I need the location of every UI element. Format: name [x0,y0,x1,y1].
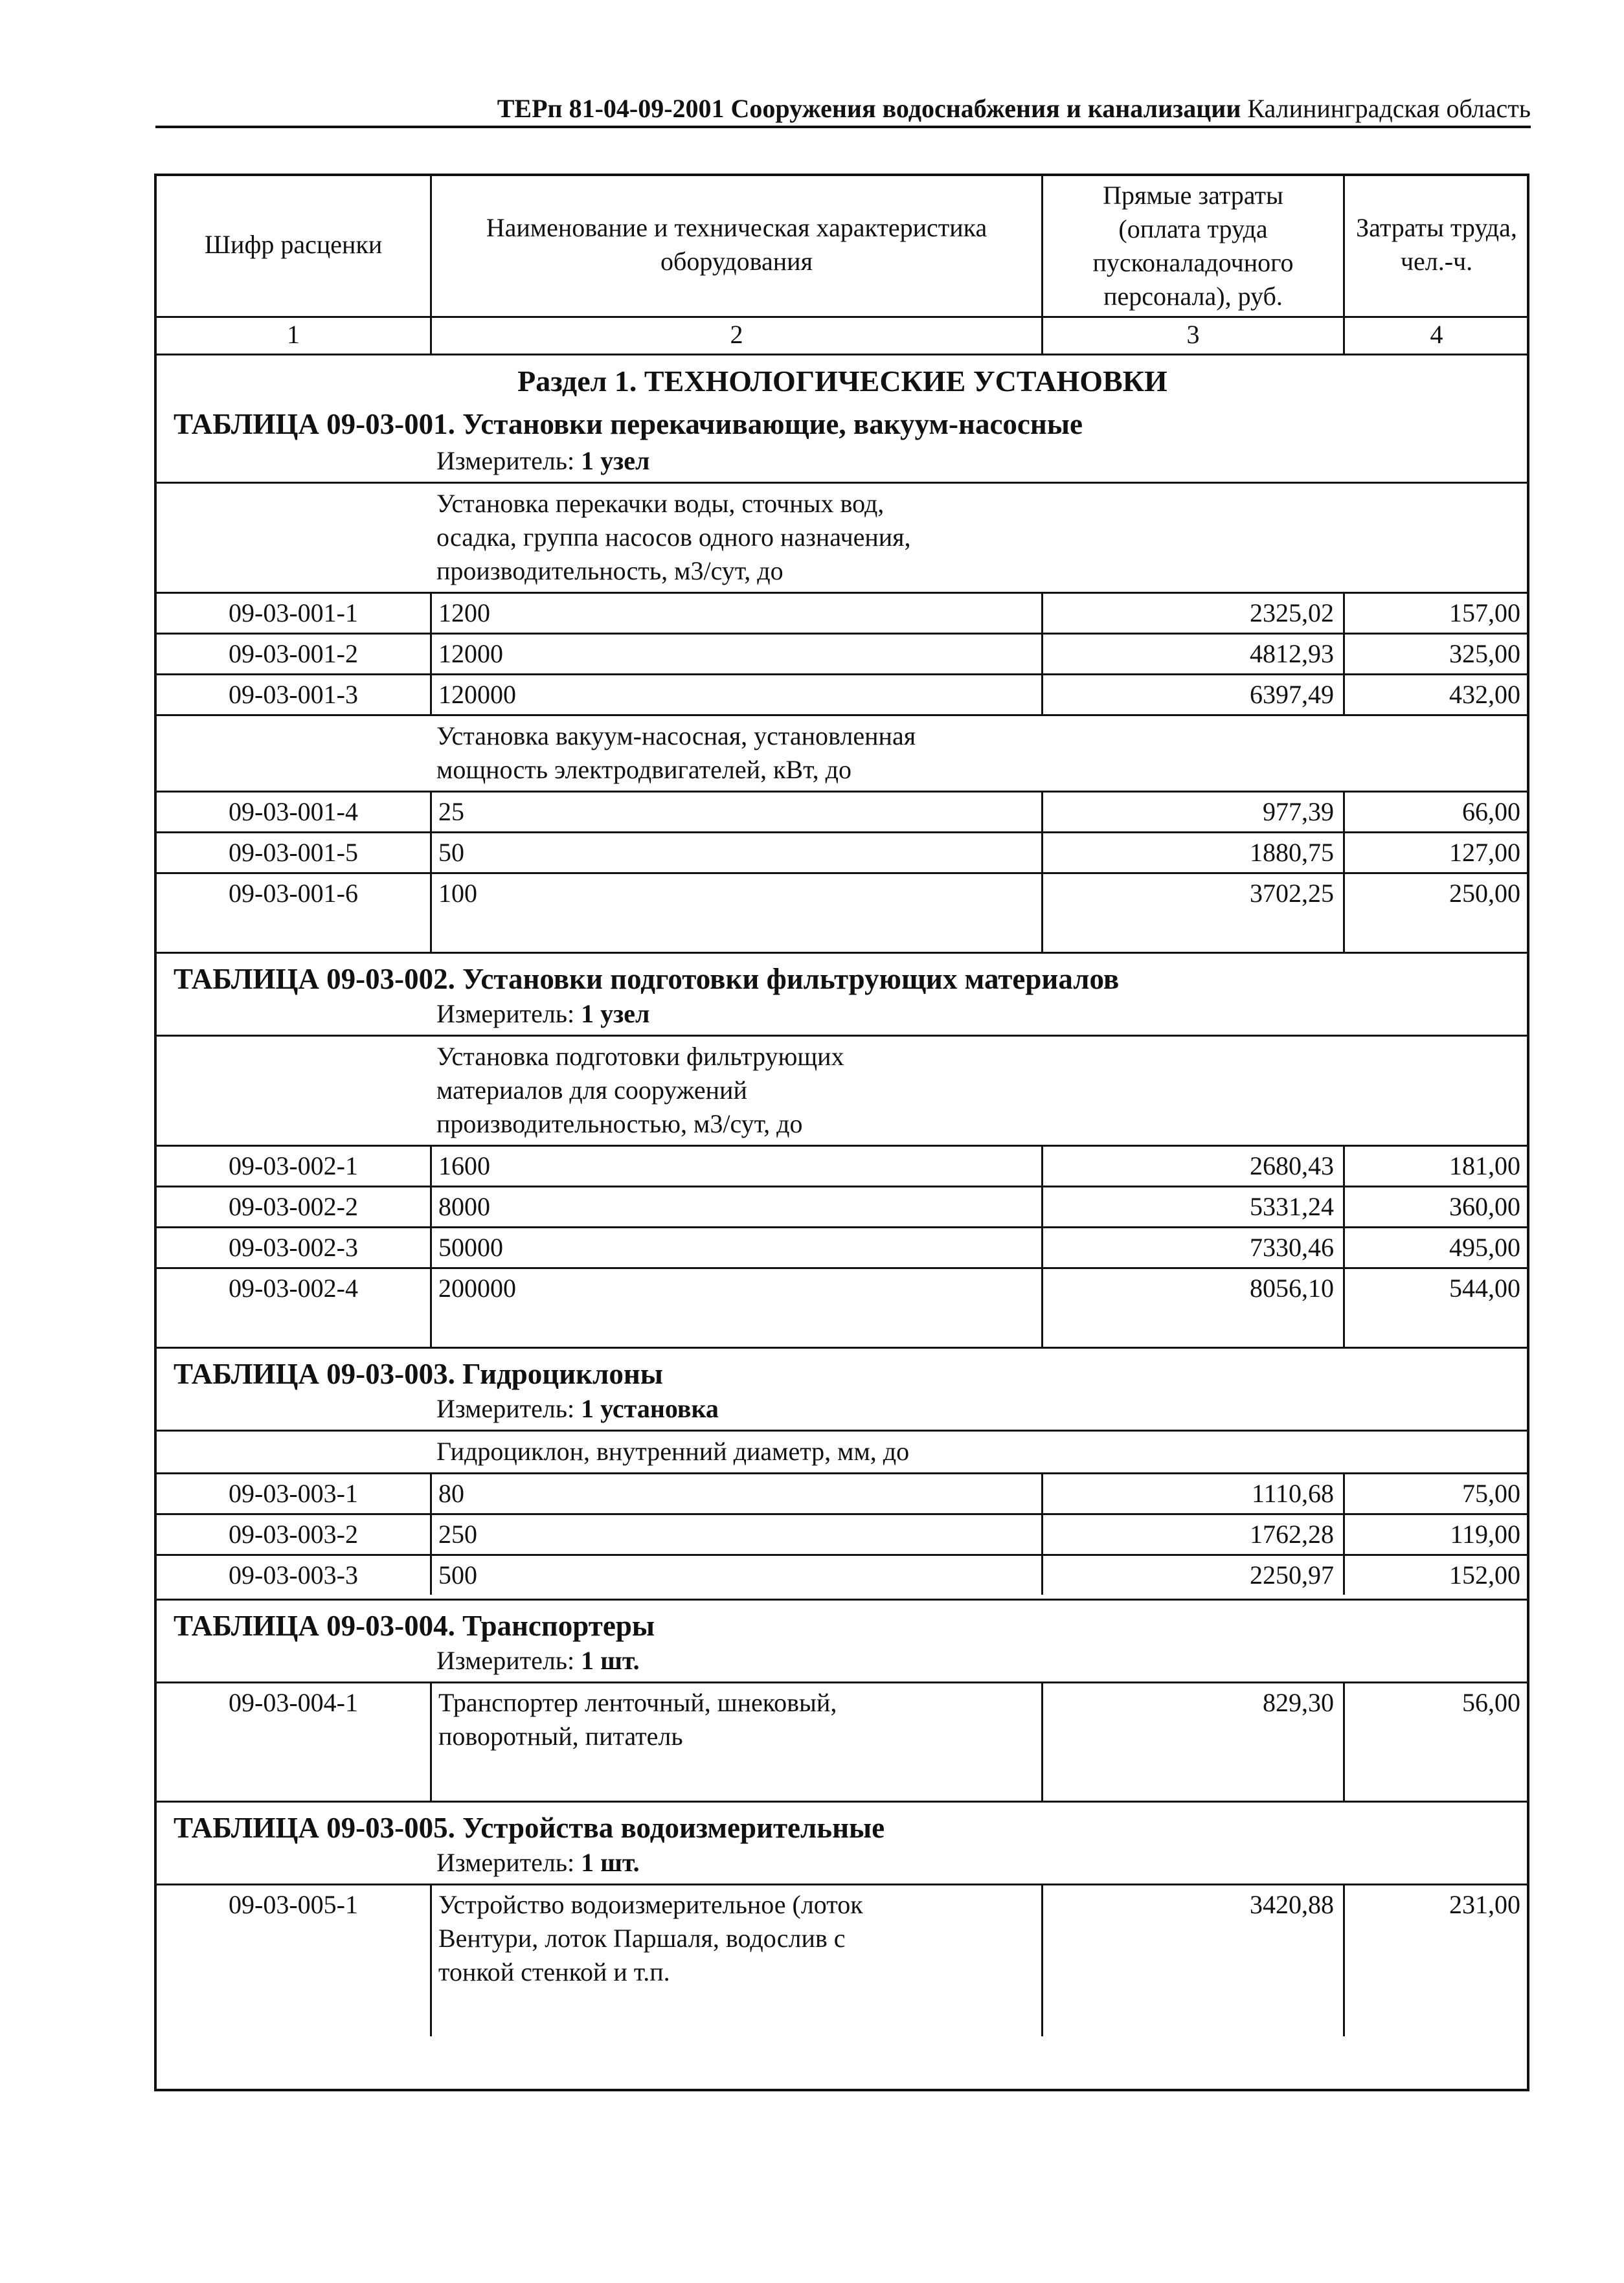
table-meter [430,1643,1041,1681]
rate-cost: 2680,43 [1041,1145,1343,1186]
col-number-1: 1 [157,316,430,354]
col3-label-line3: пусконаладочного [1092,248,1294,277]
section-title: Раздел 1. ТЕХНОЛОГИЧЕСКИЕ УСТАНОВКИ [157,354,1528,399]
meter-value: 1 установка [581,1394,719,1423]
col3-label-line2: (оплата труда [1118,214,1268,243]
rate-name: 12000 [430,633,1041,673]
group-description-line: осадка, группа насосов одного назначения, [436,523,911,552]
rate-code: 09-03-003-2 [157,1513,430,1554]
region: Калининградская область [1247,94,1531,123]
rate-labor: 75,00 [1343,1472,1528,1513]
group-description-line: производительностью, м3/сут, до [436,1109,803,1138]
rate-labor: 127,00 [1343,831,1528,872]
rate-name-line: Устройство водоизмерительное (лоток [438,1890,863,1919]
rate-labor: 544,00 [1343,1267,1528,1347]
rate-cost: 3420,88 [1041,1884,1343,2036]
group-description-line: Установка перекачки воды, сточных вод, [436,489,885,518]
rate-code: 09-03-002-1 [157,1145,430,1186]
rate-name: 250 [430,1513,1041,1554]
rate-code: 09-03-002-4 [157,1267,430,1347]
rate-name: 500 [430,1554,1041,1595]
rate-code: 09-03-005-1 [157,1884,430,2036]
group-description-line: мощность электродвигателей, кВт, до [436,755,851,784]
meter-label: Измеритель: [436,1848,575,1877]
rate-labor: 152,00 [1343,1554,1528,1595]
doc-subject: Сооружения водоснабжения и канализации [730,94,1241,123]
rate-cost: 4812,93 [1041,633,1343,673]
table-title: ТАБЛИЦА 09-03-001. Установки перекачивающие, вакуум-насосные [174,408,1083,440]
col-number-2: 2 [430,316,1041,354]
rate-cost: 1762,28 [1041,1513,1343,1554]
rate-cost: 977,39 [1041,791,1343,831]
col2-label-line1: Наименование и техническая характеристика [486,213,987,242]
group-description-line: Гидроциклон, внутренний диаметр, мм, до [436,1437,910,1466]
table-meter [430,996,1041,1035]
meter-value: 1 шт. [581,1646,640,1675]
rate-labor: 56,00 [1343,1681,1528,1801]
rate-labor: 119,00 [1343,1513,1528,1554]
rate-labor: 157,00 [1343,592,1528,633]
rate-cost: 6397,49 [1041,673,1343,714]
meter-value: 1 узел [581,999,650,1028]
rate-name-line: поворотный, питатель [438,1722,683,1751]
rate-code: 09-03-002-3 [157,1226,430,1267]
rate-cost: 829,30 [1041,1681,1343,1801]
table-title: ТАБЛИЦА 09-03-005. Устройства водоизмерительные [157,1801,1528,1845]
rates-table [154,174,1529,2091]
rate-labor: 181,00 [1343,1145,1528,1186]
rate-labor: 250,00 [1343,872,1528,952]
rate-name: 1600 [430,1145,1041,1186]
rate-name-line: тонкой стенкой и т.п. [438,1957,670,1986]
rate-code: 09-03-001-6 [157,872,430,952]
rate-code: 09-03-001-5 [157,831,430,872]
table-title: ТАБЛИЦА 09-03-004. Транспортеры [157,1599,1528,1643]
rate-cost: 1880,75 [1041,831,1343,872]
group-description-line: производительность, м3/сут, до [436,556,784,585]
col4-label-line2: чел.-ч. [1400,247,1473,276]
rate-labor: 495,00 [1343,1226,1528,1267]
header-cell-name [430,176,1041,316]
col-number-4: 4 [1343,316,1528,354]
rate-name: 1200 [430,592,1041,633]
rate-cost: 2250,97 [1041,1554,1343,1595]
group-description-line: материалов для сооружений [436,1075,747,1105]
rate-labor: 66,00 [1343,791,1528,831]
rate-name: 200000 [430,1267,1041,1347]
rate-name: 25 [430,791,1041,831]
header-cell-labor [1343,176,1528,316]
rate-code: 09-03-003-3 [157,1554,430,1595]
table-title: ТАБЛИЦА 09-03-003. Гидроциклоны [157,1347,1528,1391]
rate-name-line: Вентури, лоток Паршаля, водослив с [438,1924,846,1953]
table-meter [430,1845,1041,1884]
rate-cost: 1110,68 [1041,1472,1343,1513]
rate-cost: 5331,24 [1041,1186,1343,1226]
rate-code: 09-03-001-3 [157,673,430,714]
rate-labor: 432,00 [1343,673,1528,714]
rate-code: 09-03-001-4 [157,791,430,831]
rate-code: 09-03-002-2 [157,1186,430,1226]
table-meter [430,443,1041,482]
rate-cost: 7330,46 [1041,1226,1343,1267]
page-header [155,92,1531,128]
rate-code: 09-03-004-1 [157,1681,430,1801]
col3-label-line4: персонала), руб. [1103,282,1283,311]
col3-label-line1: Прямые затраты [1103,181,1283,210]
rate-code: 09-03-001-1 [157,592,430,633]
group-description-line: Установка подготовки фильтрующих [436,1042,844,1071]
meter-label: Измеритель: [436,999,575,1028]
rate-name: 120000 [430,673,1041,714]
rate-cost: 8056,10 [1041,1267,1343,1347]
col-number-3: 3 [1041,316,1343,354]
rate-cost: 3702,25 [1041,872,1343,952]
rate-name [430,1884,1041,2036]
header-cell-cost [1041,176,1343,316]
doc-code: ТЕРп 81-04-09-2001 [497,94,725,123]
table-meter [430,1391,1041,1430]
rate-labor: 325,00 [1343,633,1528,673]
rate-name-line: Транспортер ленточный, шнековый, [438,1688,837,1717]
meter-label: Измеритель: [436,1646,575,1675]
col4-label-line1: Затраты труда, [1356,213,1517,242]
rate-labor: 360,00 [1343,1186,1528,1226]
rate-name [430,1681,1041,1801]
rate-name: 50 [430,831,1041,872]
header-cell-code [157,176,430,316]
meter-value: 1 узел [581,446,650,475]
rate-name: 50000 [430,1226,1041,1267]
group-description-line: Установка вакуум-насосная, установленная [436,721,916,750]
rate-labor: 231,00 [1343,1884,1528,2036]
meter-value: 1 шт. [581,1848,640,1877]
rate-code: 09-03-001-2 [157,633,430,673]
rate-name: 100 [430,872,1041,952]
col2-label-line2: оборудования [660,247,813,276]
table-title: ТАБЛИЦА 09-03-002. Установки подготовки фильтрующих материалов [157,952,1528,996]
col1-label: Шифр расценки [204,230,383,259]
rate-name: 8000 [430,1186,1041,1226]
rate-code: 09-03-003-1 [157,1472,430,1513]
meter-label: Измеритель: [436,1394,575,1423]
rate-cost: 2325,02 [1041,592,1343,633]
rate-name: 80 [430,1472,1041,1513]
meter-label: Измеритель: [436,446,575,475]
